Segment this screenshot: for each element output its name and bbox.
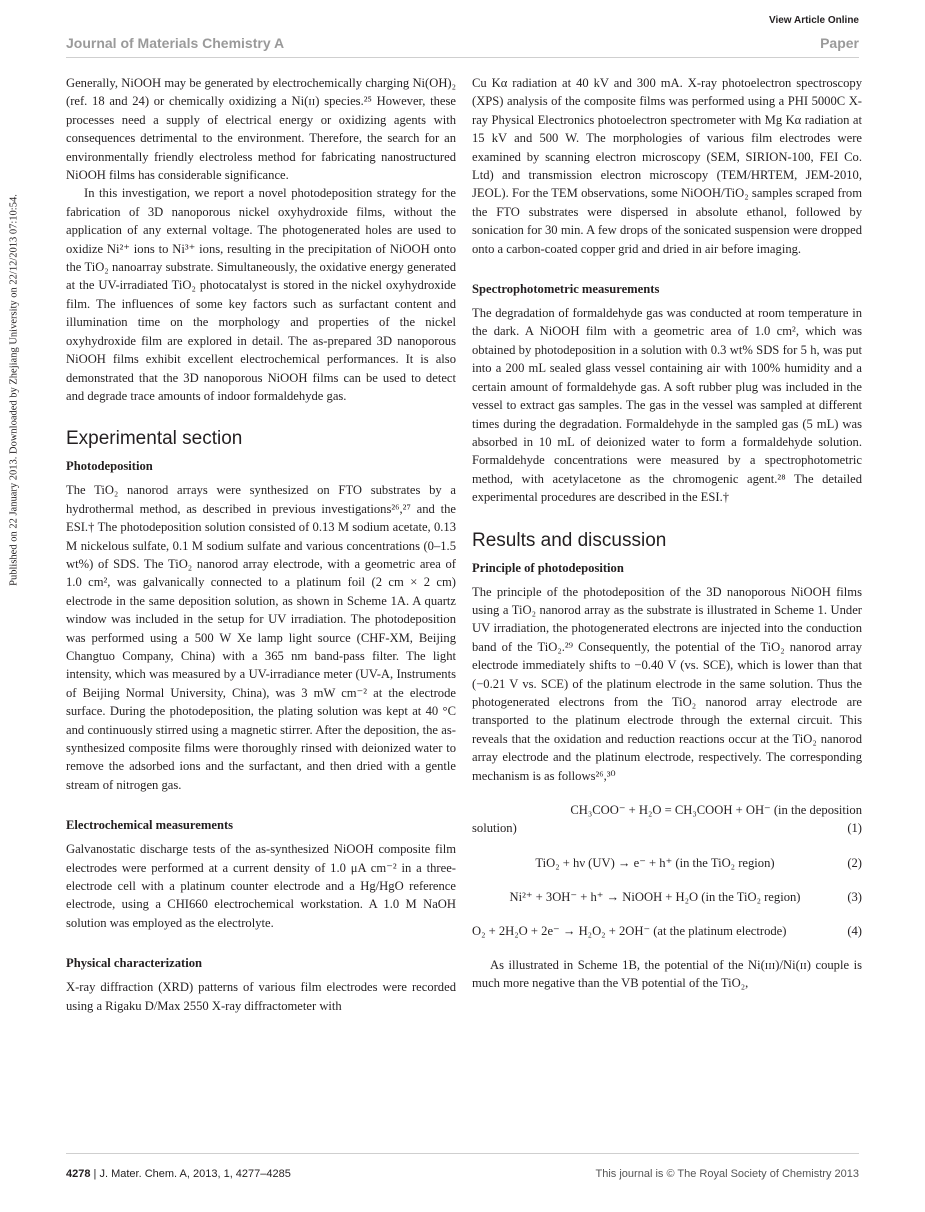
subheading-electrochemical: Electrochemical measurements [66, 818, 234, 833]
publication-notice: Published on 22 January 2013. Downloaded by Zhejiang University on 22/12/2013 07:10:54. [8, 194, 20, 586]
paragraph: Galvanostatic discharge tests of the as-synthesized NiOOH composite film electrodes were performed at a current density of 1.0 μA cm⁻² in a three-electrode cell with a platinum counter electrode and a Hg/HgO reference electrode, using a CHI660 electrochemical workstation. A 1.0 M NaOH solution was employed as the electrolyte. [66, 842, 456, 930]
footer-citation [66, 1168, 291, 1180]
equation-3 [472, 888, 862, 906]
section-label: Paper [820, 35, 859, 51]
equation-number: (3) [847, 889, 862, 904]
footer-copyright: This journal is © The Royal Society of Chemistry 2013 [595, 1168, 859, 1180]
paragraph: The principle of the photodeposition of the 3D nanoporous NiOOH films using a TiO₂ nanorod array as the substrate is illustrated in Scheme 1. Under UV irradiation, the photogenerated electrons are injected into the conduction band of the TiO₂.²⁹ Consequently, the potential of the TiO₂ nanorod array electrode immediately shifts to −0.40 V (vs. SCE), which is lower than that (−0.21 V vs. SCE) of the platinum electrode in the same solution. Thus the photogenerated electrons from the TiO₂ nanorod array electrode are transported to the platinum electrode through the external circuit. This reveals that the oxidation and reduction reactions occur at the TiO₂ nanorod array electrode and the platinum electrode, respectively. The corresponding mechanism is as follows²⁶,³⁰ [472, 584, 862, 783]
equation-text: CH₃COO⁻ + H₂O = CH₃COOH + OH⁻ (in the deposition [570, 803, 862, 817]
paragraph: In this investigation, we report a novel photodeposition strategy for the fabrication of 3D nanoporous nickel oxyhydroxide films, without the application of any external voltage. The photogenerated holes are used to oxidize Ni²⁺ ions to Ni³⁺ ions, resulting in the precipitation of NiOOH onto the TiO₂ nanoarray substrate. Simultaneously, the oxidative energy generated at the UV-irradiated TiO₂ photocatalyst is stored in the nickel oxyhydroxide film. The influences of some key factors such as surfactant content and illumination time on the morphology and properties of the nickel oxyhydroxide film are explored in detail. The as-prepared 3D nanoporous NiOOH films exhibit excellent electrochemical performances. It is also demonstrated that the 3D nanoporous NiOOH films can be used to detect and degrade trace amounts of indoor formaldehyde gas. [66, 186, 456, 403]
equation-text: O₂ + 2H₂O + 2e⁻ → H₂O₂ + 2OH⁻ (at the platinum electrode) [472, 923, 787, 938]
equation-4 [472, 922, 862, 940]
subheading-photodeposition: Photodeposition [66, 459, 153, 474]
page-number: 4278 [66, 1168, 91, 1180]
paragraph: Cu Kα radiation at 40 kV and 300 mA. X-ray photoelectron spectroscopy (XPS) analysis of the composite films was performed using a PHI 5000C X-ray Physical Electronics photoelectron spectrometer with Mg Kα radiation at 15 kV and 500 W. The morphologies of various film electrodes were examined by scanning electron microscopy (SEM, SIRION-100, FEI Co. Ltd) and transmission electron microscopy (TEM/HRTEM, JEM-2010, JEOL). For the TEM observations, some NiOOH/TiO₂ samples scraped from the FTO substrates were dispersed in absolute ethanol, followed by sonication for 30 min. A few drops of the sonicated suspension were dropped onto a carbon-coated copper grid and dried in air before imaging. [472, 76, 862, 256]
equation-1 [472, 801, 862, 838]
equation-number: (1) [847, 821, 862, 836]
footer-rule [66, 1153, 859, 1154]
citation-text: | J. Mater. Chem. A, 2013, 1, 4277–4285 [93, 1168, 291, 1180]
equation-text: TiO₂ + hν (UV) → e⁻ + h⁺ (in the TiO₂ region) [535, 855, 775, 870]
paragraph: The degradation of formaldehyde gas was conducted at room temperature in the dark. A NiOOH film with a geometric area of 1.0 cm², which was obtained by photodeposition in a solution with 0.3 wt% SDS for 5 h, was put into a 200 mL sealed glass vessel containing air with 100% humidity and a certain amount of formaldehyde gas. A soft rubber plug was included in the vessel to extract gas samples. The gas in the vessel was sampled at different times during the degradation. Formaldehyde in the sampled gas (5 mL) was absorbed in 10 mL of deionized water to form a formaldehyde solution. Formaldehyde concentrations were measured by a spectrophotometric method, with acetylacetone as the chromogenic agent.²⁸ The detailed experimental procedures are described in the ESI.† [472, 306, 862, 505]
equation-text: solution) [472, 821, 517, 836]
paragraph: Generally, NiOOH may be generated by electrochemically charging Ni(OH)₂ (ref. 18 and 24) or chemically oxidizing a Ni(ɪɪ) species.²⁵ However, these processes need a supply of electrical energy or oxidizing agents with consequences detrimental to the environment. Therefore, the search for an environmentally friendly electroless method for fabricating nanostructured NiOOH films has considerable significance. [66, 76, 456, 183]
section-heading-results: Results and discussion [472, 529, 667, 551]
equation-number: (2) [847, 855, 862, 870]
publication-sidebar [3, 90, 25, 690]
header-rule [66, 57, 859, 58]
subheading-principle: Principle of photodeposition [472, 560, 624, 575]
view-article-online-link[interactable]: View Article Online [768, 15, 859, 26]
subheading-spectrophotometric: Spectrophotometric measurements [472, 282, 660, 297]
paragraph: X-ray diffraction (XRD) patterns of various film electrodes were recorded using a Rigaku D/Max 2550 X-ray diffractometer with [66, 980, 456, 1013]
paragraph: As illustrated in Scheme 1B, the potential of the Ni(ɪɪɪ)/Ni(ɪɪ) couple is much more negative than the VB potential of the TiO₂, [472, 957, 862, 991]
equation-2 [472, 854, 862, 872]
journal-title: Journal of Materials Chemistry A [66, 35, 285, 51]
left-column [66, 74, 456, 1015]
paragraph: The TiO₂ nanorod arrays were synthesized on FTO substrates by a hydrothermal method, as described in previous investigations²⁶,²⁷ and the ESI.† The photodeposition solution consisted of 0.13 M sodium acetate, 0.13 M nickelous sulfate, 0.1 M sodium sulfate and various concentrations (0–1.5 wt%) of SDS. The TiO₂ nanorod array electrode, with a geometric area of 1.0 cm², was galvanically connected to a platinum foil (2 cm × 2 cm) electrode in the same deposition solution, as shown in Scheme 1A. A quartz window was included in the setup for UV irradiation. The photodeposition was performed using a 500 W Xe lamp light source (CHF-XM, Beijing Changtuo Company, China) with a 365 nm band-pass filter. The light intensity, which was measured by a UV-irradiance meter (UV-A, Instruments of Beijing Normal University, China), was 3 mW cm⁻² at the electrode surface. During the photodeposition, the plating solution was kept at 40 °C and continuously stirred using a magnetic stirrer. After the deposition, the as-synthesized composite films were thoroughly rinsed with deionized water to remove the adsorbed ions and the surfactant, and then dried with a gentle stream of nitrogen gas. [66, 483, 456, 792]
equation-number: (4) [847, 923, 862, 938]
right-column [472, 74, 862, 993]
section-heading-experimental: Experimental section [66, 428, 243, 450]
equation-text: Ni²⁺ + 3OH⁻ + h⁺ → NiOOH + H₂O (in the TiO₂ region) [509, 889, 801, 904]
subheading-physical: Physical characterization [66, 956, 203, 971]
